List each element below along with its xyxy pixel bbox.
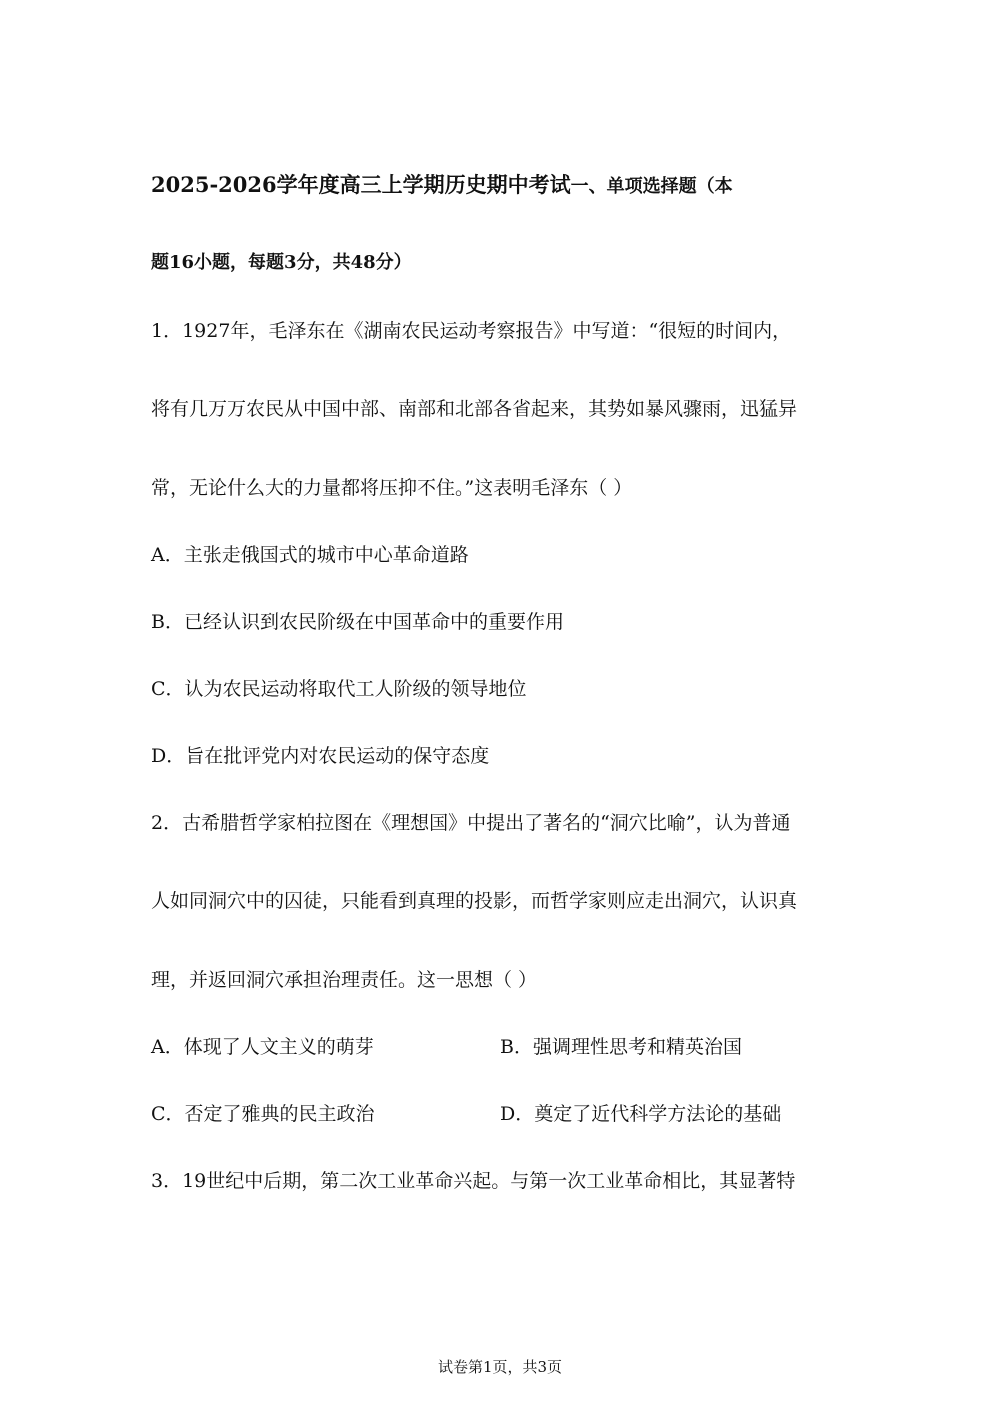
question-1-option-a: A．主张走俄国式的城市中心革命道路: [151, 544, 469, 566]
exam-title: 2025-2026学年度高三上学期历史期中考试: [151, 172, 571, 197]
question-2-option-c: C．否定了雅典的民主政治: [151, 1103, 375, 1125]
question-1-line-1: 1．1927年，毛泽东在《湖南农民运动考察报告》中写道：“很短的时间内，: [151, 320, 792, 342]
question-3-line-1: 3．19世纪中后期，第二次工业革命兴起。与第一次工业革命相比，其显著特: [151, 1170, 796, 1192]
question-2-option-d: D．奠定了近代科学方法论的基础: [500, 1103, 782, 1125]
question-2-line-2: 人如同洞穴中的囚徒，只能看到真理的投影，而哲学家则应走出洞穴，认识真: [151, 890, 798, 912]
question-2-line-3: 理，并返回洞穴承担治理责任。这一思想（ ）: [151, 969, 538, 991]
document-title: [151, 173, 733, 199]
section-heading: 一、单项选择题（本: [570, 176, 733, 197]
section-heading-continued: 题16小题，每题3分，共48分）: [151, 252, 412, 273]
question-1-option-c: C．认为农民运动将取代工人阶级的领导地位: [151, 678, 527, 700]
question-2-option-a: A．体现了人文主义的萌芽: [151, 1036, 374, 1058]
question-1-line-2: 将有几万万农民从中国中部、南部和北部各省起来，其势如暴风骤雨，迅猛异: [151, 398, 798, 420]
page-footer: 试卷第1页，共3页: [437, 1358, 563, 1376]
question-2-option-b: B．强调理性思考和精英治国: [500, 1036, 742, 1058]
question-1-option-b: B．已经认识到农民阶级在中国革命中的重要作用: [151, 611, 564, 633]
question-2-line-1: 2．古希腊哲学家柏拉图在《理想国》中提出了著名的“洞穴比喻”，认为普通: [151, 812, 791, 834]
question-1-line-3: 常，无论什么大的力量都将压抑不住。”这表明毛泽东（ ）: [151, 477, 633, 499]
question-1-option-d: D．旨在批评党内对农民运动的保守态度: [151, 745, 490, 767]
